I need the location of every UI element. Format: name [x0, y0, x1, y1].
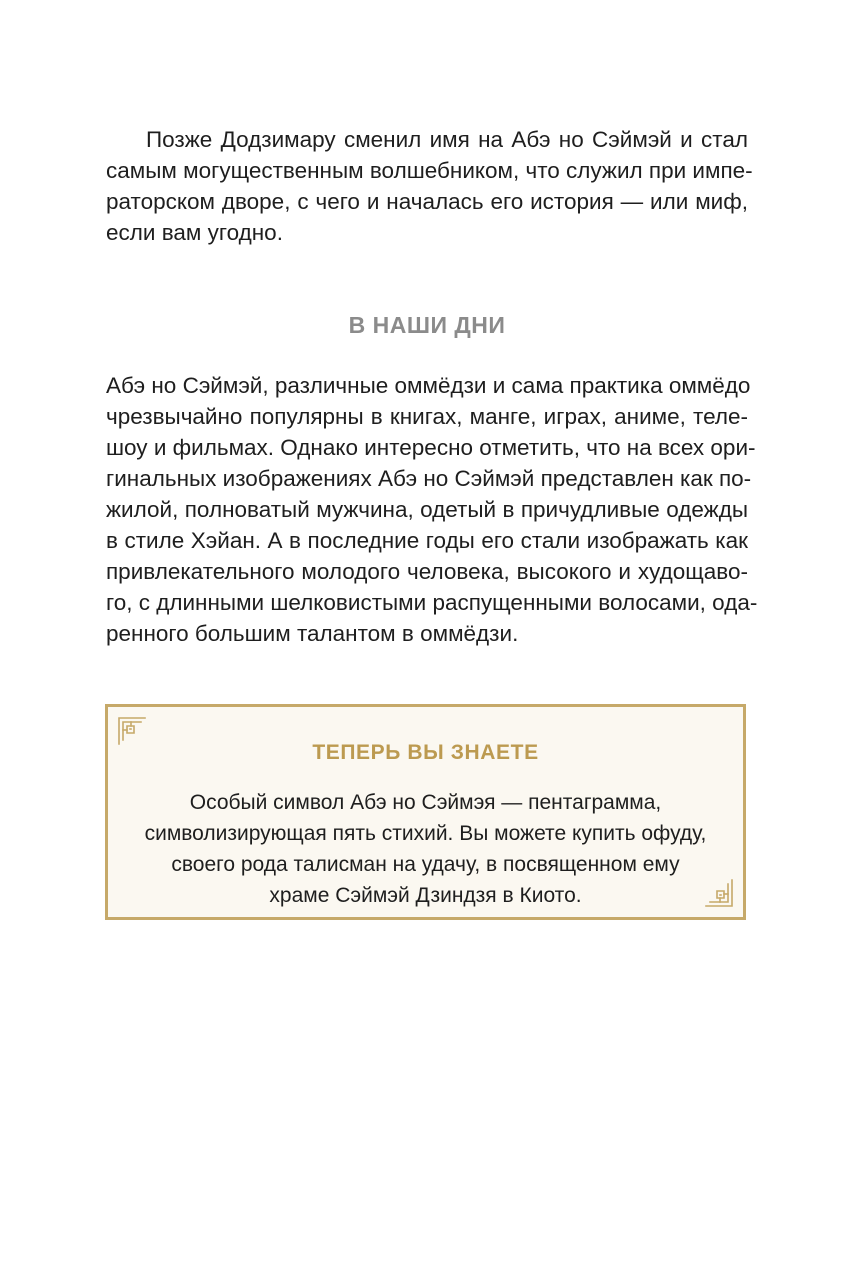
box-text: [108, 787, 743, 911]
section-paragraph: [106, 370, 758, 649]
intro-line: Позже Додзимару сменил имя на Абэ но Сэймэй и стал: [146, 127, 748, 152]
section-line: чрезвычайно популярны в книгах, манге, играх, аниме, теле-: [106, 404, 748, 429]
did-you-know-box: [105, 704, 746, 920]
section-line: Абэ но Сэймэй, различные оммёдзи и сама практика оммёдо: [106, 373, 751, 398]
section-line: жилой, полноватый мужчина, одетый в причудливые одежды: [106, 497, 748, 522]
intro-line: раторском дворе, с чего и началась его история — или миф,: [106, 189, 748, 214]
section-line: шоу и фильмах. Однако интересно отметить, что на всех ори-: [106, 435, 756, 460]
box-line: храме Сэймэй Дзиндзя в Киото.: [269, 884, 582, 907]
box-title: ТЕПЕРЬ ВЫ ЗНАЕТЕ: [312, 741, 539, 764]
section-line: го, с длинными шелковистыми распущенными волосами, ода-: [106, 590, 758, 615]
section-line: ренного большим талантом в оммёдзи.: [106, 621, 519, 646]
intro-line: если вам угодно.: [106, 220, 283, 245]
box-line: Особый символ Абэ но Сэймэя — пентаграмма,: [189, 791, 662, 814]
intro-paragraph: [106, 124, 753, 248]
section-line: в стиле Хэйан. А в последние годы его стали изображать как: [106, 528, 748, 553]
section-heading: В НАШИ ДНИ: [348, 312, 506, 338]
section-line: гинальных изображениях Абэ но Сэймэй представлен как по-: [106, 466, 752, 491]
box-line: своего рода талисман на удачу, в посвященном ему: [171, 853, 680, 876]
box-line: символизирующая пять стихий. Вы можете купить офуду,: [144, 822, 707, 845]
intro-line: самым могущественным волшебником, что служил при импе-: [106, 158, 753, 183]
section-line: привлекательного молодого человека, высокого и худощаво-: [106, 559, 748, 584]
